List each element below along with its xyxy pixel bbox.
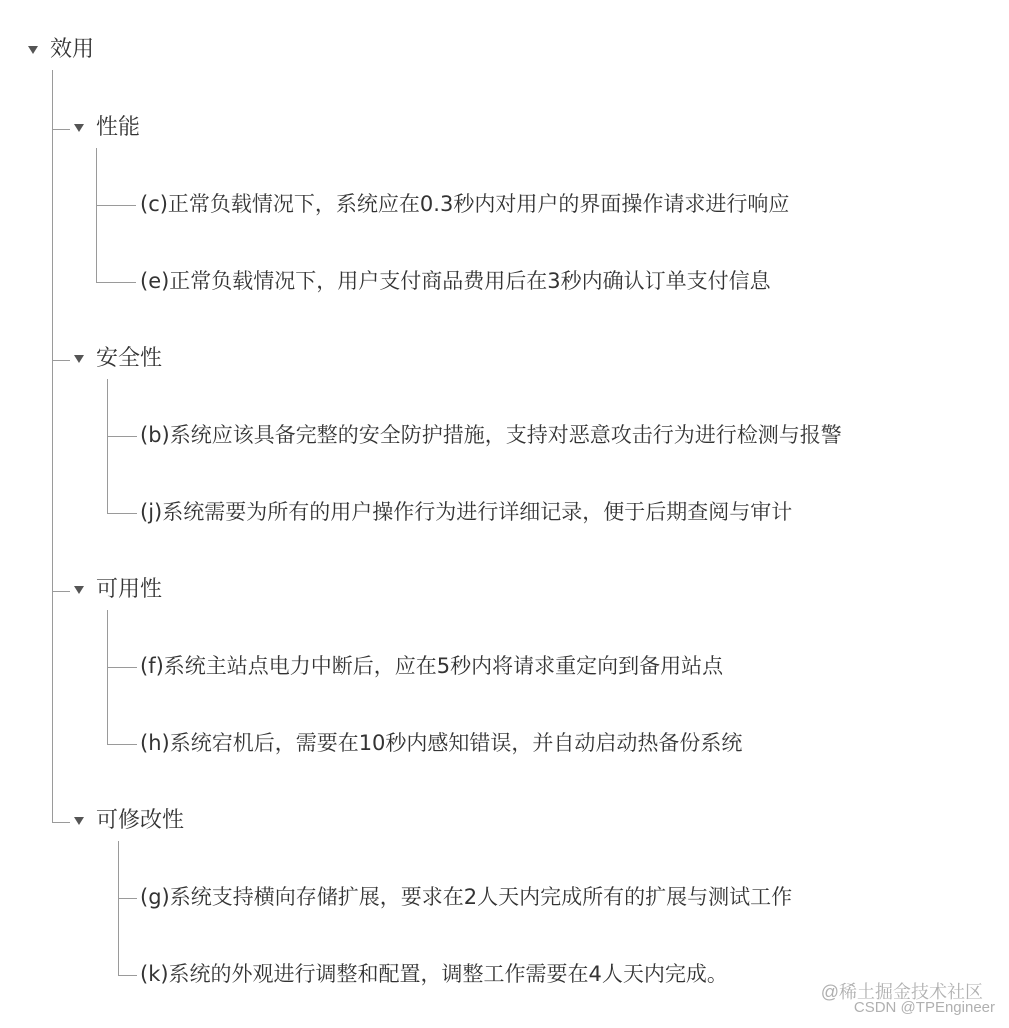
branch-connector — [52, 129, 70, 130]
collapse-triangle-icon[interactable] — [74, 586, 84, 594]
leaf-connector — [107, 744, 137, 745]
category-label: 安全性 — [96, 346, 163, 371]
leaf-label: (c)正常负载情况下，系统应在0.3秒内对用户的界面操作请求进行响应 — [140, 192, 790, 216]
category-node — [74, 114, 140, 142]
leaf-connector — [107, 667, 137, 668]
category-connector — [107, 379, 108, 514]
leaf-node — [140, 267, 771, 295]
category-node — [74, 345, 162, 373]
leaf-connector — [118, 975, 137, 976]
watermark-juejin: @稀土掘金技术社区 — [820, 982, 983, 1002]
collapse-triangle-icon[interactable] — [74, 355, 84, 363]
leaf-label: (j)系统需要为所有的用户操作行为进行详细记录，便于后期查阅与审计 — [140, 500, 793, 524]
collapse-triangle-icon[interactable] — [74, 817, 84, 825]
category-label: 性能 — [96, 115, 141, 140]
leaf-label: (f)系统主站点电力中断后，应在5秒内将请求重定向到备用站点 — [140, 654, 724, 678]
leaf-connector — [96, 282, 136, 283]
root-label: 效用 — [50, 37, 95, 62]
root-connector — [52, 70, 53, 823]
collapse-triangle-icon[interactable] — [74, 124, 84, 132]
watermark-csdn: CSDN @TPEngineer — [853, 999, 995, 1016]
leaf-label: (h)系统宕机后，需要在10秒内感知错误，并自动启动热备份系统 — [140, 731, 743, 755]
category-label: 可用性 — [96, 577, 163, 602]
leaf-node — [140, 498, 792, 526]
branch-connector — [52, 360, 70, 361]
leaf-label: (g)系统支持横向存储扩展，要求在2人天内完成所有的扩展与测试工作 — [140, 885, 793, 909]
category-connector — [118, 841, 119, 976]
leaf-node — [140, 421, 842, 449]
category-label: 可修改性 — [96, 808, 185, 833]
branch-connector — [52, 591, 70, 592]
leaf-label: (k)系统的外观进行调整和配置，调整工作需要在4人天内完成。 — [140, 962, 728, 986]
collapse-triangle-icon[interactable] — [28, 46, 38, 54]
category-node — [74, 576, 162, 604]
leaf-connector — [118, 898, 137, 899]
leaf-node — [140, 190, 789, 218]
leaf-node — [140, 883, 792, 911]
leaf-label: (e)正常负载情况下，用户支付商品费用后在3秒内确认订单支付信息 — [140, 269, 771, 293]
category-connector — [96, 148, 97, 283]
root-node — [28, 36, 94, 64]
leaf-connector — [107, 513, 137, 514]
branch-connector — [52, 822, 70, 823]
category-node — [74, 807, 184, 835]
leaf-connector — [96, 205, 136, 206]
leaf-label: (b)系统应该具备完整的安全防护措施，支持对恶意攻击行为进行检测与报警 — [140, 423, 842, 447]
leaf-node — [140, 652, 723, 680]
category-connector — [107, 610, 108, 745]
leaf-connector — [107, 436, 137, 437]
leaf-node — [140, 960, 728, 988]
leaf-node — [140, 729, 742, 757]
